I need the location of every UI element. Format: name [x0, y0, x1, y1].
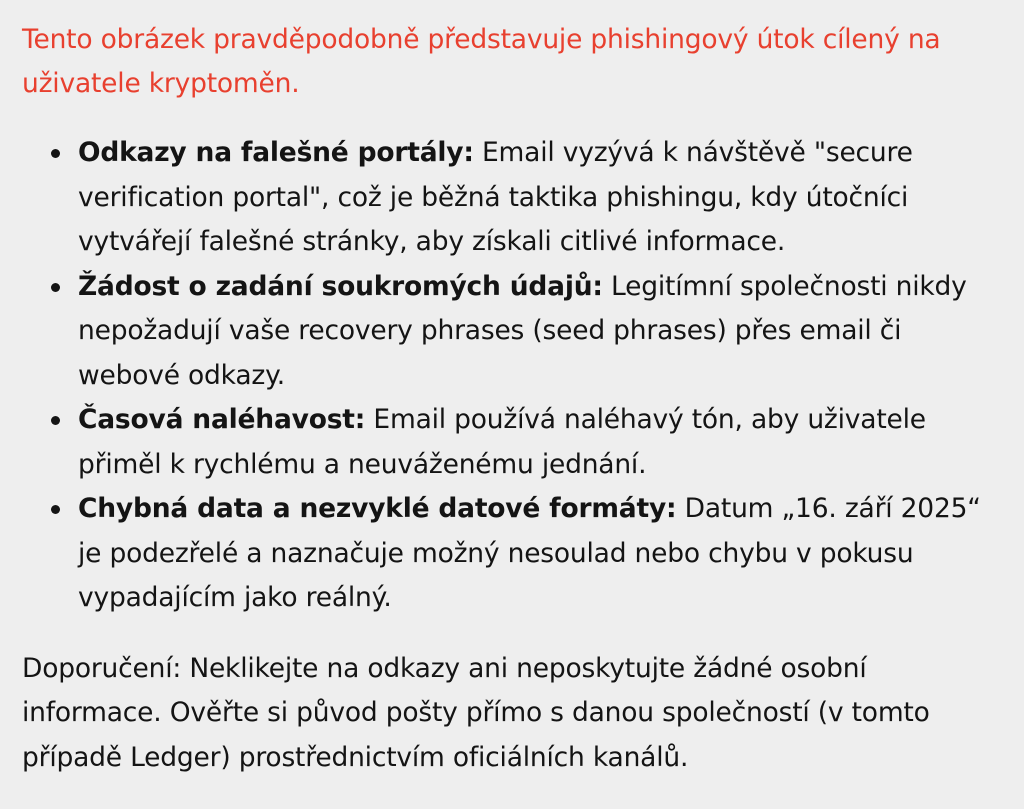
- point-text: Email vyzývá k návštěvě "secure verification portal", což je běžná taktika phishingu, kdy útočníci vytvářejí falešné stránky, aby získali citlivé informace.: [78, 137, 913, 257]
- list-item: [78, 131, 1002, 265]
- point-text: Email používá naléhavý tón, aby uživatele přiměl k rychlému a neuváženému jednání.: [78, 404, 926, 480]
- bullet-icon: [51, 416, 60, 425]
- point-title: Časová naléhavost:: [78, 404, 366, 435]
- list-item: [78, 398, 1002, 487]
- point-text: Legitímní společnosti nikdy nepožadují vaše recovery phrases (seed phrases) přes email či webové odkazy.: [78, 270, 967, 391]
- point-text: Datum „16. září 2025“ je podezřelé a naznačuje možný nesoulad nebo chybu v pokusu vypadajícím jako reálný.: [78, 493, 981, 613]
- bullet-icon: [51, 505, 60, 514]
- warning-signs-list: [22, 131, 1002, 621]
- list-item: [78, 487, 1002, 621]
- recommendation-text: Doporučení: Neklikejte na odkazy ani neposkytujte žádné osobní informace. Ověřte si původ pošty přímo s danou společností (v tomto případě Ledger) prostřednictvím oficiálních kanálů.: [22, 652, 930, 773]
- bullet-icon: [51, 149, 60, 158]
- bullet-icon: [51, 283, 60, 292]
- point-title: Odkazy na falešné portály:: [78, 137, 474, 168]
- point-title: Žádost o zadání soukromých údajů:: [78, 270, 603, 302]
- point-title: Chybná data a nezvyklé datové formáty:: [78, 493, 677, 524]
- intro-warning: Tento obrázek pravděpodobně představuje phishingový útok cílený na uživatele kryptoměn.: [22, 24, 941, 99]
- list-item: [78, 265, 1002, 399]
